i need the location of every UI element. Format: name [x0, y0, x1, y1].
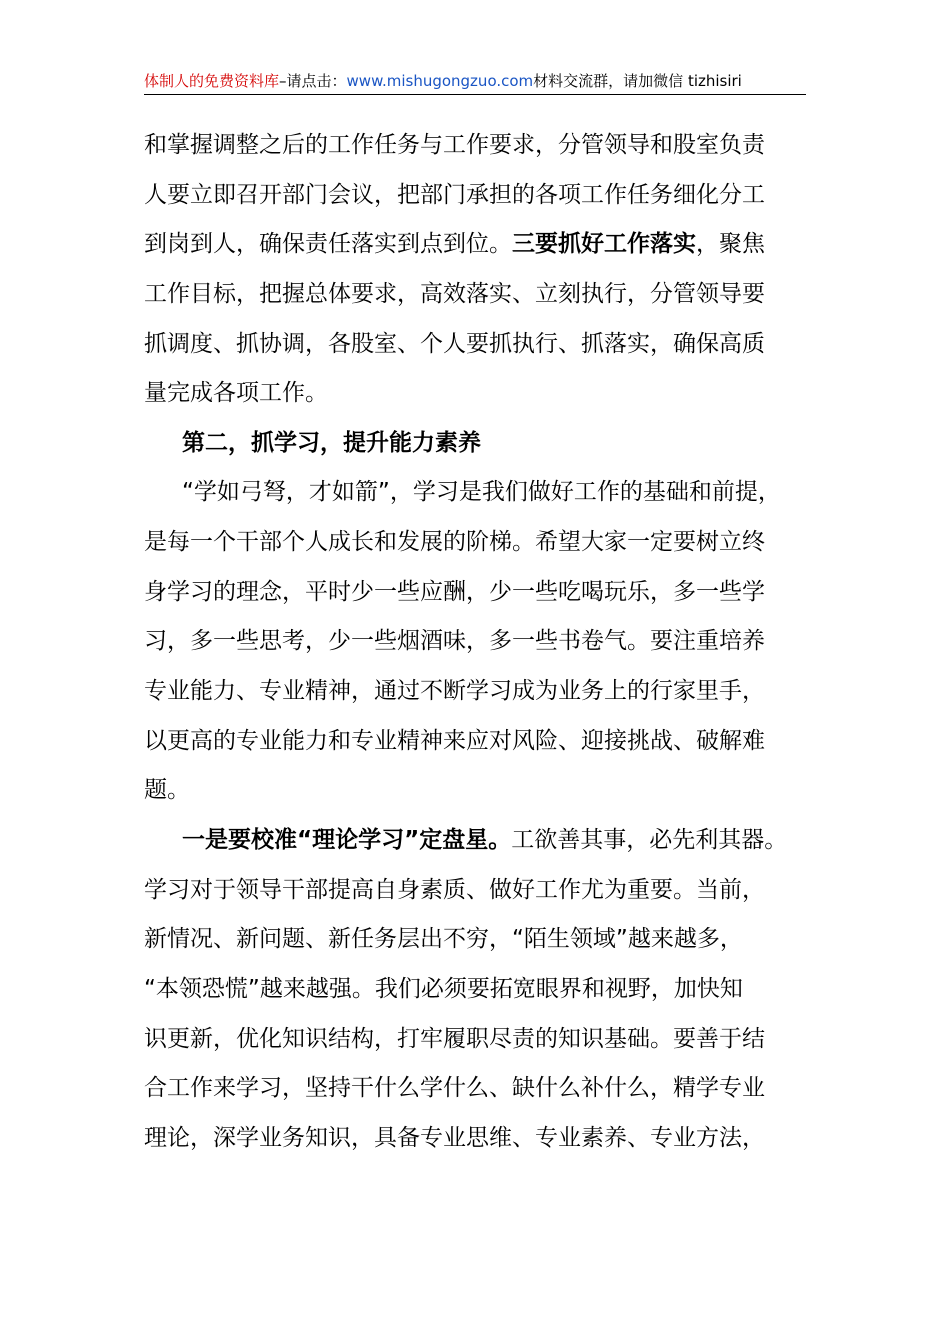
page-header [144, 70, 806, 95]
line-text: ，聚焦 [696, 231, 765, 258]
emphasis-text: 一是要校准“理论学习”定盘星。 [182, 826, 512, 853]
line-text: 工欲善其事，必先利其器。 [511, 826, 788, 853]
document-body [144, 121, 808, 1163]
paragraph-line: 题。 [144, 777, 190, 804]
section-heading: 第二，抓学习，提升能力素养 [182, 429, 481, 456]
paragraph-line: “本领恐慌”越来越强。我们必须要拓宽眼界和视野，加快知 [144, 975, 743, 1002]
emphasis-text: 三要抓好工作落实 [512, 231, 696, 258]
paragraph-line: 学习对于领导干部提高自身素质、做好工作尤为重要。当前， [144, 876, 765, 903]
paragraph-line: 习，多一些思考，少一些烟酒味，多一些书卷气。要注重培养 [144, 628, 765, 655]
paragraph-line: 工作目标，把握总体要求，高效落实、立刻执行，分管领导要 [144, 280, 765, 307]
header-brand: 体制人的免费资料库 [144, 72, 280, 90]
paragraph-line: 人要立即召开部门会议，把部门承担的各项工作任务细化分工 [144, 181, 765, 208]
paragraph-line: 抓调度、抓协调，各股室、个人要抓执行、抓落实，确保高质 [144, 330, 765, 357]
paragraph-line [144, 816, 808, 866]
paragraph-line: 身学习的理念，平时少一些应酬，少一些吃喝玩乐，多一些学 [144, 578, 765, 605]
line-text: 到岗到人，确保责任落实到点到位。 [144, 231, 512, 258]
paragraph-line: 专业能力、专业精神，通过不断学习成为业务上的行家里手， [144, 678, 765, 705]
header-prompt: –请点击： [279, 72, 347, 90]
paragraph-line: 和掌握调整之后的工作任务与工作要求，分管领导和股室负责 [144, 132, 765, 158]
paragraph-line: 理论，深学业务知识，具备专业思维、专业素养、专业方法， [144, 1124, 765, 1151]
paragraph-line: 新情况、新问题、新任务层出不穷，“陌生领域”越来越多， [144, 926, 743, 953]
paragraph-line: “学如弓弩，才如箭”，学习是我们做好工作的基础和前提， [182, 479, 781, 506]
header-contact: 材料交流群，请加微信 tizhisiri [533, 72, 742, 90]
paragraph-line [144, 220, 808, 270]
paragraph-line: 是每一个干部个人成长和发展的阶梯。希望大家一定要树立终 [144, 529, 765, 556]
paragraph-line: 识更新，优化知识结构，打牢履职尽责的知识基础。要善于结 [144, 1025, 765, 1052]
paragraph-line: 量完成各项工作。 [144, 380, 328, 407]
paragraph-line: 合工作来学习，坚持干什么学什么、缺什么补什么，精学专业 [144, 1075, 765, 1102]
header-url-link[interactable]: www.mishugongzuo.com [346, 72, 534, 90]
paragraph-line: 以更高的专业能力和专业精神来应对风险、迎接挑战、破解难 [144, 727, 765, 754]
